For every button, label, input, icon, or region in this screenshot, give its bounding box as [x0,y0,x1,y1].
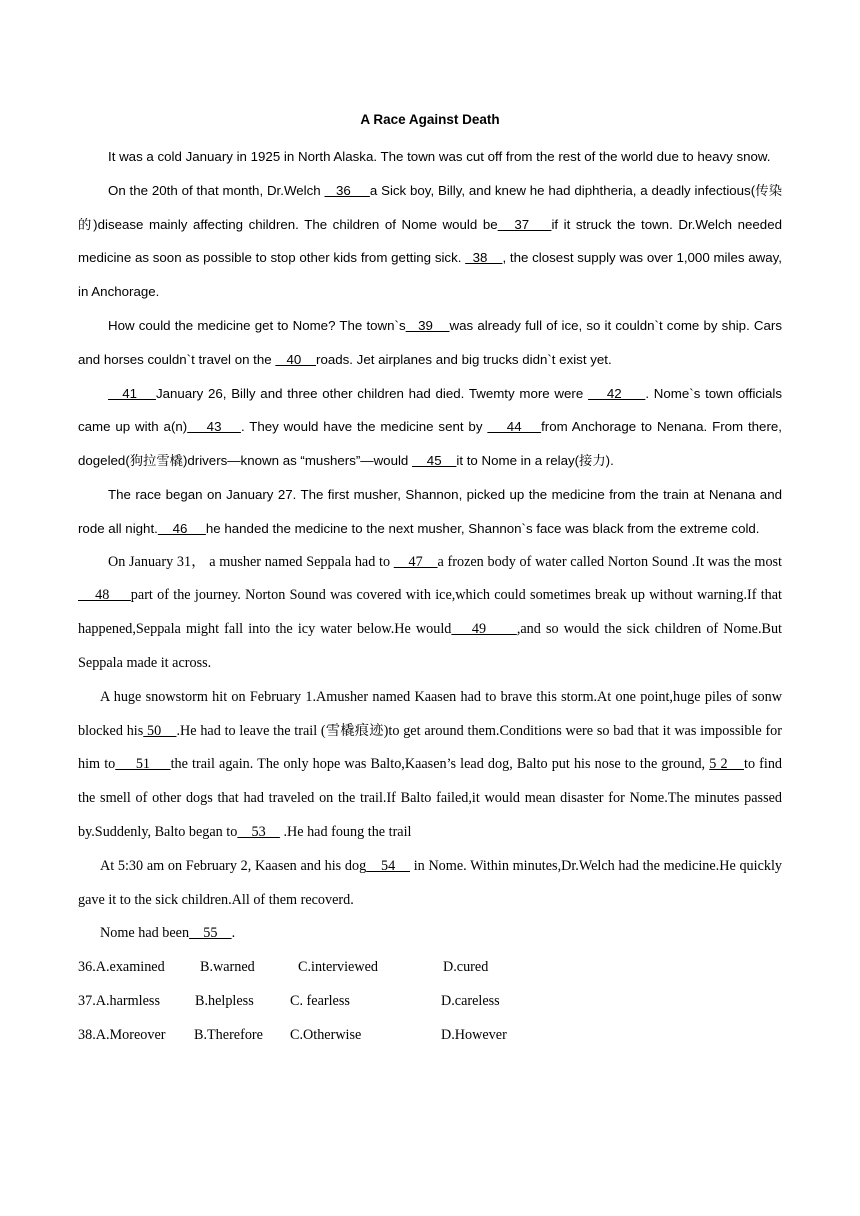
paragraph-2 [78,174,782,309]
text: if it struck the town. Dr.Welch needed medicine as soon as possible to stop other kids from getting sick. [78,216,782,266]
text: a frozen body of water called Norton Sound .It was the most [437,553,782,570]
text: January 26, Billy and three other children had died. Twemty more were [155,385,588,401]
option-d: D.careless [441,992,500,1009]
paragraph-9 [78,917,782,951]
option-d: D.cured [443,959,489,976]
text: Nome had been [100,925,190,942]
option-row-36 [78,951,782,985]
text: a Sick boy, Billy, and knew he had diphtheria, a deadly infectious(传染的)disease mainly affecting children. The children of Nome would be [78,182,782,232]
blank-46: 46 [157,520,206,536]
blank-53: 53 [237,823,280,840]
option-a: 36.A.examined [78,959,165,976]
blank-52: 5 2 [709,756,745,773]
text: On January 31， a musher named Seppala had to [108,553,394,570]
option-row-38 [78,1019,782,1053]
text: was already full of ice, so it couldn`t come by ship. Cars and horses couldn`t travel on the [78,317,782,367]
text: roads. Jet airplanes and big trucks didn`t exist yet. [316,351,612,367]
text: The race began on January 27. The first musher, Shannon, picked up the medicine from the train at Nenana and rode all night. [78,486,782,536]
option-b: B.helpless [195,992,254,1009]
blank-54: 54 [366,857,410,874]
option-row-37 [78,985,782,1019]
document-page [78,108,782,1053]
paragraph-3 [78,309,782,377]
paragraph-4 [78,377,782,478]
blank-43: 43 [187,419,241,435]
text: to find the smell of other dogs that had traveled on the trail.If Balto failed,it would mean disaster for Nome.The minutes passed by.Suddenly, Balto began to [78,756,783,840]
text: .He had foung the trail [279,823,412,840]
blank-51: 51 [115,756,171,773]
blank-48: 48 [78,587,131,604]
text: ,and so would the sick children of Nome.But Seppala made it across. [78,621,782,671]
blank-50: 50 [143,722,177,739]
option-c: C.Otherwise [290,1026,362,1043]
blank-40: 40 [275,351,317,367]
text: the trail again. The only hope was Balto,Kaasen’s lead dog, Balto put his nose to the ground, [170,756,710,773]
blank-55: 55 [189,925,232,942]
text: part of the journey. Norton Sound was covered with ice,which could sometimes break up without warning.If that happened,Seppala might fall into the icy water below.He would [78,587,782,638]
paragraph-5 [78,478,782,546]
blank-42: 42 [587,385,646,401]
text: it to Nome in a relay(接力). [456,453,614,469]
text: A huge snowstorm hit on February 1.Amusher named Kaasen had to brave this storm.At one point,huge piles of sonw blocked his [78,688,782,739]
option-d: D.However [441,1026,507,1043]
blank-41: 41 [108,385,156,401]
text: On the 20th of that month, Dr.Welch [108,182,325,198]
paragraph-6 [78,546,782,681]
blank-38: 38 [465,250,503,266]
blank-36: 36 [324,182,370,198]
paragraph-7 [78,681,782,850]
text: , the closest supply was over 1,000 miles away, in Anchorage. [78,250,782,300]
option-c: C.interviewed [298,959,378,976]
text: he handed the medicine to the next musher, Shannon`s face was black from the extreme cold. [205,520,760,536]
document-title: A Race Against Death [360,112,500,127]
blank-44: 44 [487,419,542,435]
option-a: 37.A.harmless [78,992,160,1009]
option-b: B.Therefore [194,1026,263,1043]
blank-49: 49 [451,621,517,638]
option-b: B.warned [200,959,255,976]
text: from Anchorage to Nenana. From there, dogeled(狗拉雪橇)drivers—known as “mushers”—would [78,419,782,469]
text: .He had to leave the trail (雪橇痕迹)to get around them.Conditions were so bad that it was impossible for him to [78,722,782,773]
paragraph-8 [78,850,782,918]
text: At 5:30 am on February 2, Kaasen and his dog [100,857,367,874]
text: . They would have the medicine sent by [240,419,488,435]
blank-45: 45 [412,453,457,469]
text: in Nome. Within minutes,Dr.Welch had the medicine.He quickly gave it to the sick children.All of them recoverd. [78,857,782,908]
text: How could the medicine get to Nome? The town`s [108,317,406,333]
option-a: 38.A.Moreover [78,1026,166,1043]
blank-37: 37 [497,216,552,232]
text: It was a cold January in 1925 in North Alaska. The town was cut off from the rest of the world due to heavy snow. [108,149,771,164]
blank-47: 47 [393,553,438,570]
text: . [231,925,236,942]
option-c: C. fearless [290,992,350,1009]
text: . Nome`s town officials came up with a(n) [78,385,782,435]
blank-39: 39 [405,317,450,333]
paragraph-1 [78,140,782,174]
